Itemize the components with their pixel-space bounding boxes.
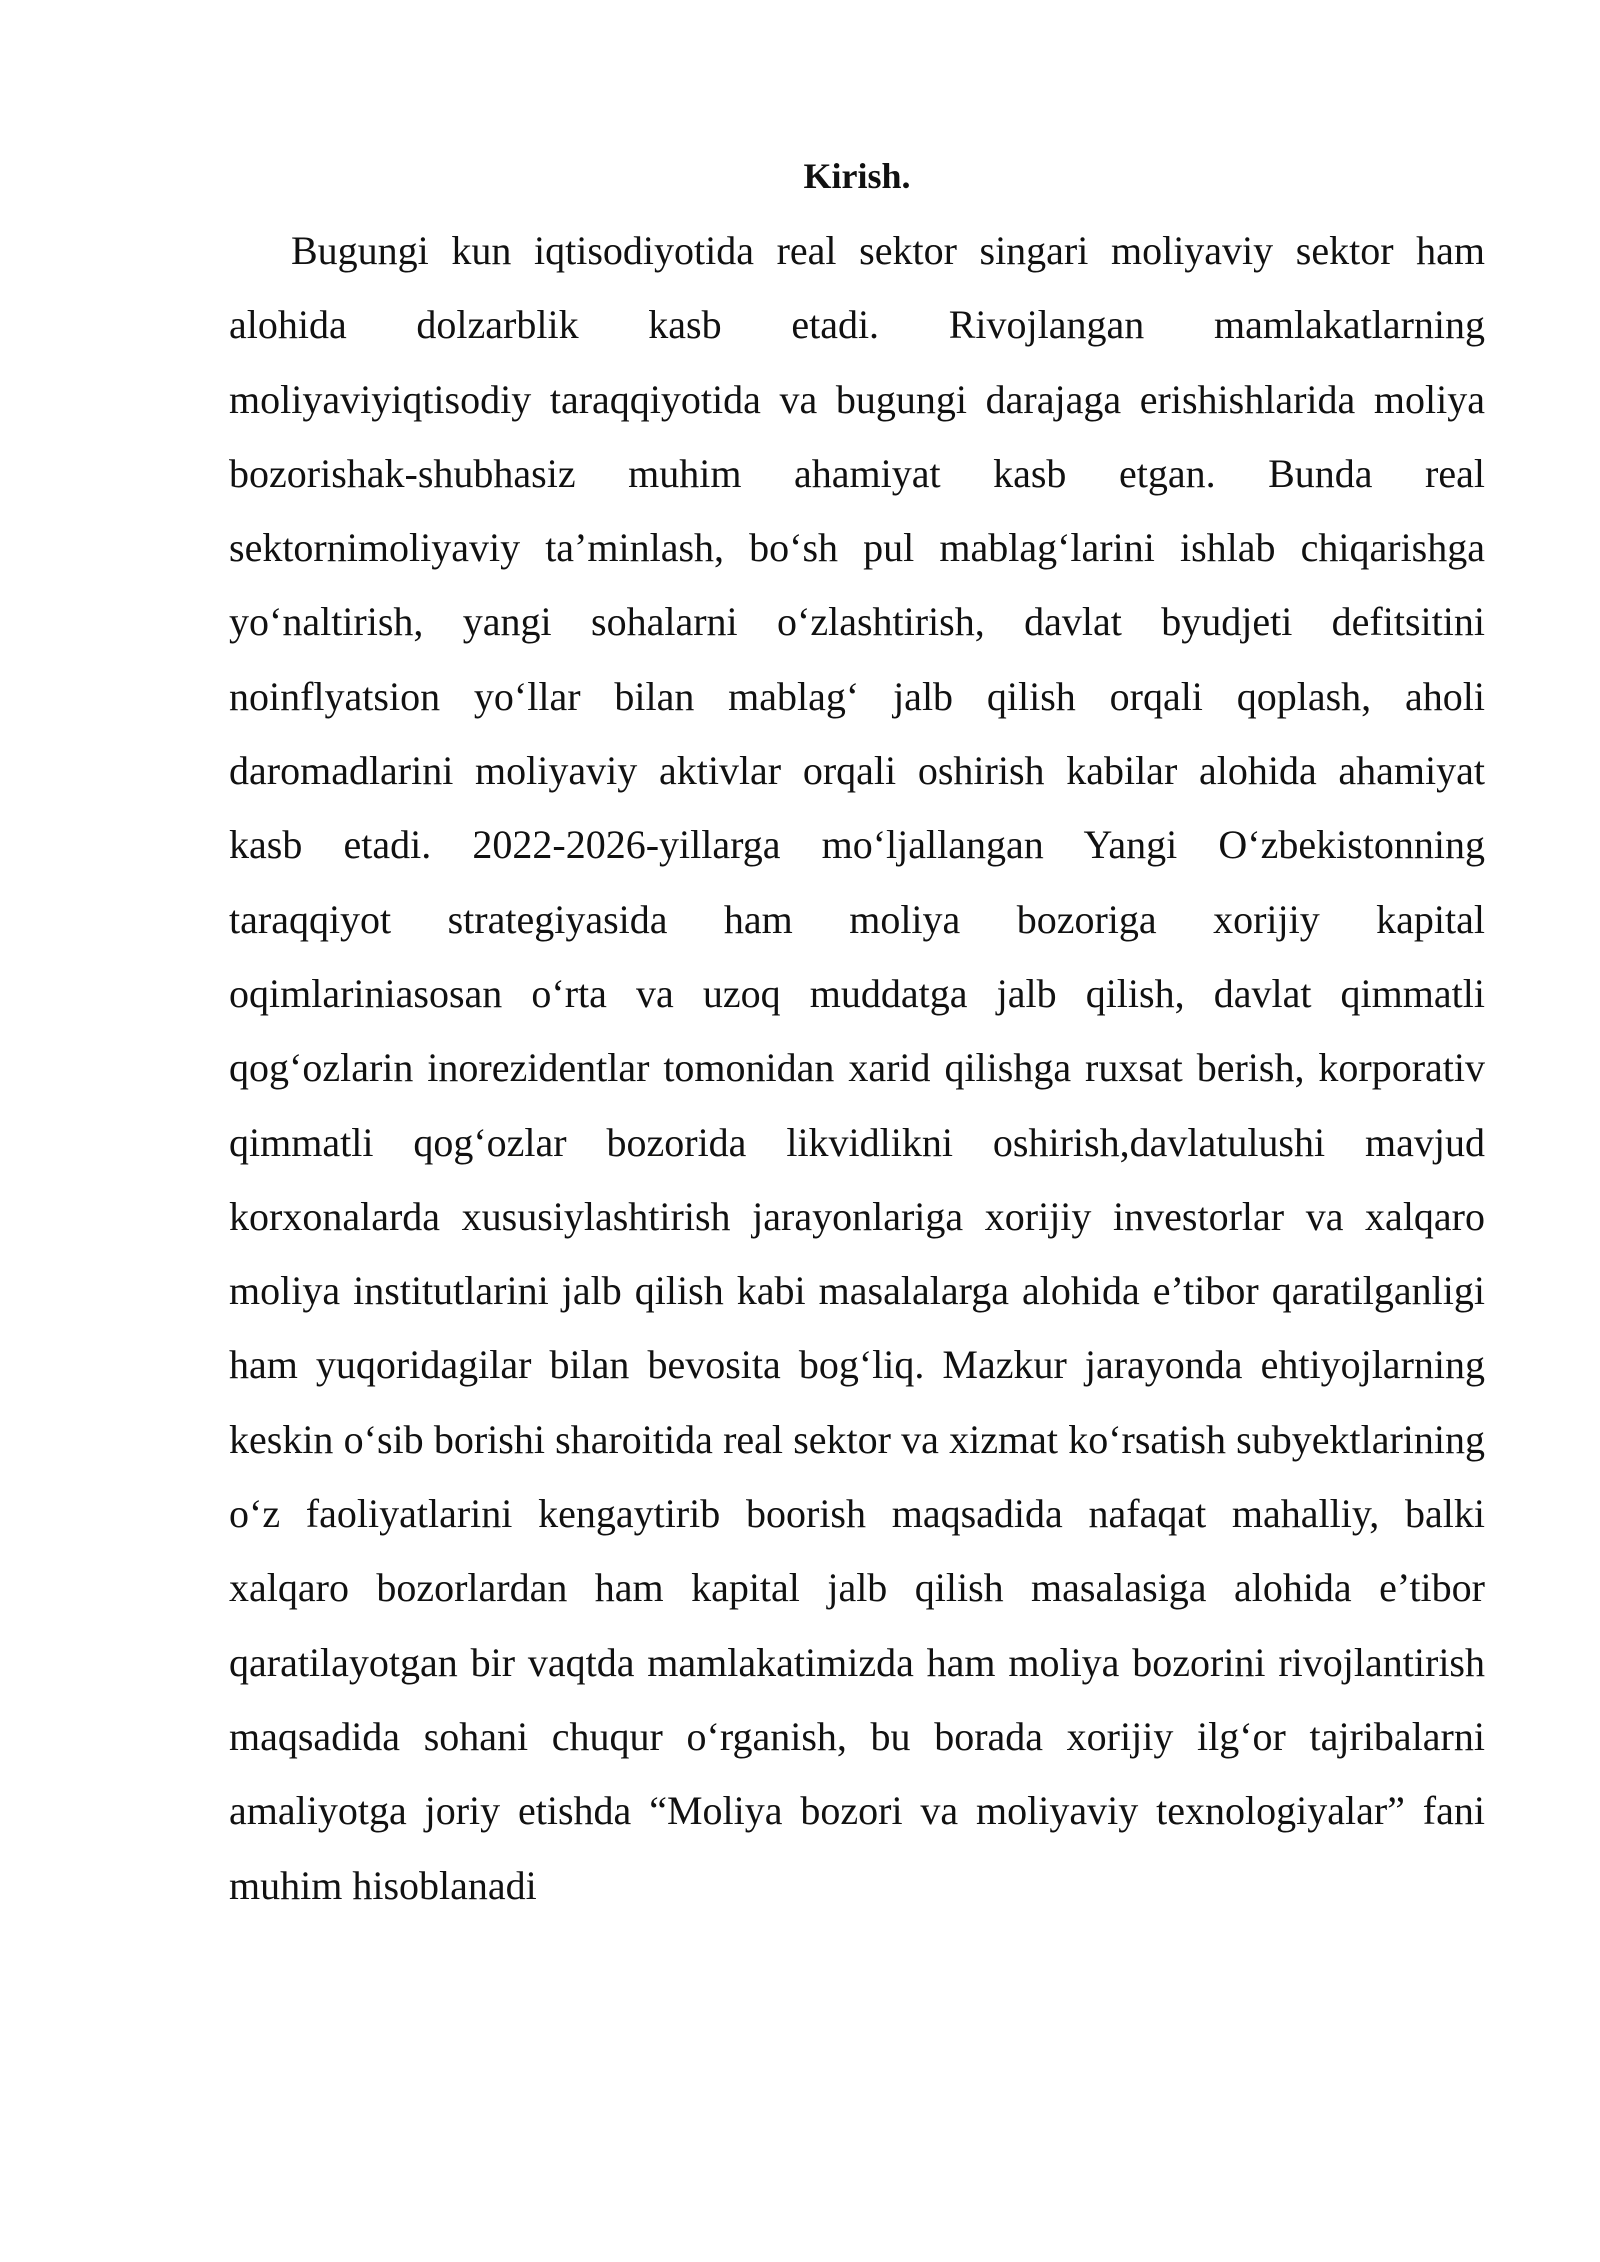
document-content: [229, 150, 1485, 1923]
section-title: Kirish.: [803, 156, 911, 196]
body-paragraph: Bugungi kun iqtisodiyotida real sektor singari moliyaviy sektor ham alohida dolzarblik kasb etadi. Rivojlangan mamlakatlarning moliyaviyiqtisodiy taraqqiyotida va bugungi darajaga erishishlarida moliya bozorishak-shubhasiz muhim ahamiyat kasb etgan. Bunda real sektornimoliyaviy ta’minlash, bo‘sh pul mablag‘larini ishlab chiqarishga yo‘naltirish, yangi sohalarni o‘zlashtirish, davlat byudjeti defitsitini noinflyatsion yo‘llar bilan mablag‘ jalb qilish orqali qoplash, aholi daromadlarini moliyaviy aktivlar orqali oshirish kabilar alohida ahamiyat kasb etadi. 2022-2026-yillarga mo‘ljallangan Yangi O‘zbekistonning taraqqiyot strategiyasida ham moliya bozoriga xorijiy kapital oqimlariniasosan o‘rta va uzoq muddatga jalb qilish, davlat qimmatli qog‘ozlarin inorezidentlar tomonidan xarid qilishga ruxsat berish, korporativ qimmatli qog‘ozlar bozorida likvidlikni oshirish,davlatulushi mavjud korxonalarda xususiylashtirish jarayonlariga xorijiy investorlar va xalqaro moliya institutlarini jalb qilish kabi masalalarga alohida e’tibor qaratilganligi ham yuqoridagilar bilan bevosita bog‘liq. Mazkur jarayonda ehtiyojlarning keskin o‘sib borishi sharoitida real sektor va xizmat ko‘rsatish subyektlarining o‘z faoliyatlarini kengaytirib boorish maqsadida nafaqat mahalliy, balki xalqaro bozorlardan ham kapital jalb qilish masalasiga alohida e’tibor qaratilayotgan bir vaqtda mamlakatimizda ham moliya bozorini rivojlantirish maqsadida sohani chuqur o‘rganish, bu borada xorijiy ilg‘or tajribalarni amaliyotga joriy etishda “Moliya bozori va moliyaviy texnologiyalar” fani muhim hisoblanadi: [229, 228, 1485, 1908]
